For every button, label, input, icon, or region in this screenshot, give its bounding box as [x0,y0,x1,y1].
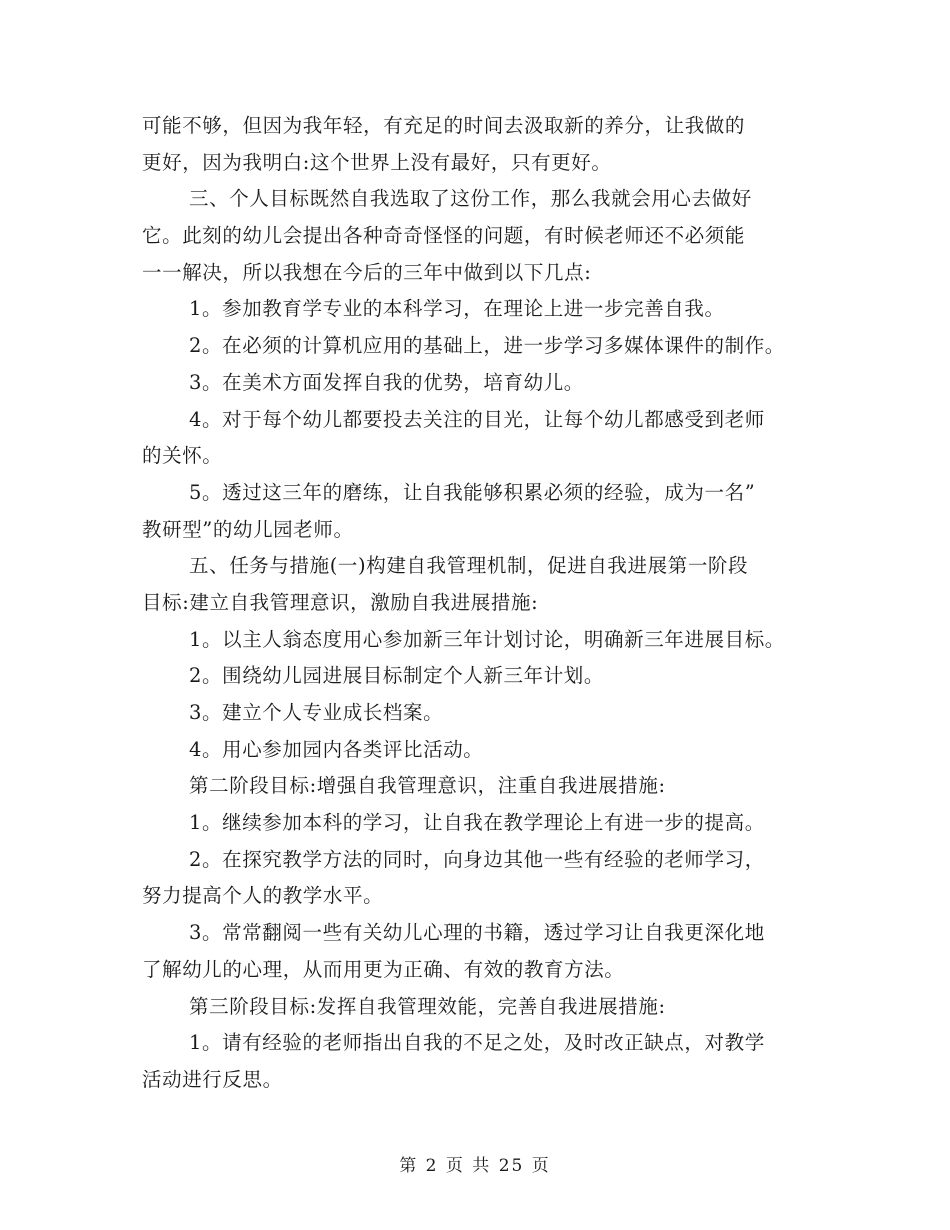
text-line: 五、任务与措施(一)构建自我管理机制，促进自我进展第一阶段 [189,554,749,578]
text-line: 教研型”的幼儿园老师。 [142,517,354,541]
text-line: 目标:建立自我管理意识，激励自我进展措施: [142,590,539,614]
text-line: 一一解决，所以我想在今后的三年中做到以下几点: [142,260,592,284]
text-line: 3。常常翻阅一些有关幼儿心理的书籍，透过学习让自我更深化地 [189,921,765,945]
document-body [142,108,832,1099]
text-line: 可能不够，但因为我年轻，有充足的时间去汲取新的养分，让我做的 [142,114,746,137]
text-line: 4。对于每个幼儿都要投去关注的目光，让每个幼儿都感受到老师 [189,407,765,431]
text-line: 更好，因为我明白:这个世界上没有最好，只有更好。 [142,150,612,174]
text-line: 4。用心参加园内各类评比活动。 [189,737,484,761]
text-line: 1。继续参加本科的学习，让自我在教学理论上有进一步的提高。 [189,811,765,835]
text-line: 努力提高个人的教学水平。 [142,884,384,908]
text-line: 2。在探究教学方法的同时，向身边其他一些有经验的老师学习， [189,847,765,871]
text-line: 2。围绕幼儿园进展目标制定个人新三年计划。 [189,664,605,688]
text-line: 5。透过这三年的磨练，让自我能够积累必须的经验，成为一名” [189,480,756,504]
text-line: 第三阶段目标:发挥自我管理效能，完善自我进展措施: [189,994,666,1018]
text-line: 的关怀。 [142,444,223,468]
text-line: 活动进行反思。 [142,1067,283,1091]
text-line: 1。参加教育学专业的本科学习，在理论上进一步完善自我。 [189,297,725,321]
text-line: 3。在美术方面发挥自我的优势，培育幼儿。 [189,370,584,394]
text-line: 了解幼儿的心理，从而用更为正确、有效的教育方法。 [142,957,625,981]
text-line: 第二阶段目标:增强自我管理意识，注重自我进展措施: [189,774,666,798]
text-line: 1。以主人翁态度用心参加新三年计划讨论，明确新三年进展目标。 [189,627,785,651]
text-line: 3。建立个人专业成长档案。 [189,701,444,724]
text-line: 它。此刻的幼儿会提出各种奇奇怪怪的问题，有时候老师还不必须能 [142,224,746,248]
text-line: 2。在必须的计算机应用的基础上，进一步学习多媒体课件的制作。 [189,334,785,358]
page-number-footer: 第 2 页 共 25 页 [399,1156,551,1176]
text-line: 三、个人目标既然自我选取了这份工作，那么我就会用心去做好 [189,187,752,211]
text-line: 1。请有经验的老师指出自我的不足之处，及时改正缺点，对教学 [189,1031,765,1055]
